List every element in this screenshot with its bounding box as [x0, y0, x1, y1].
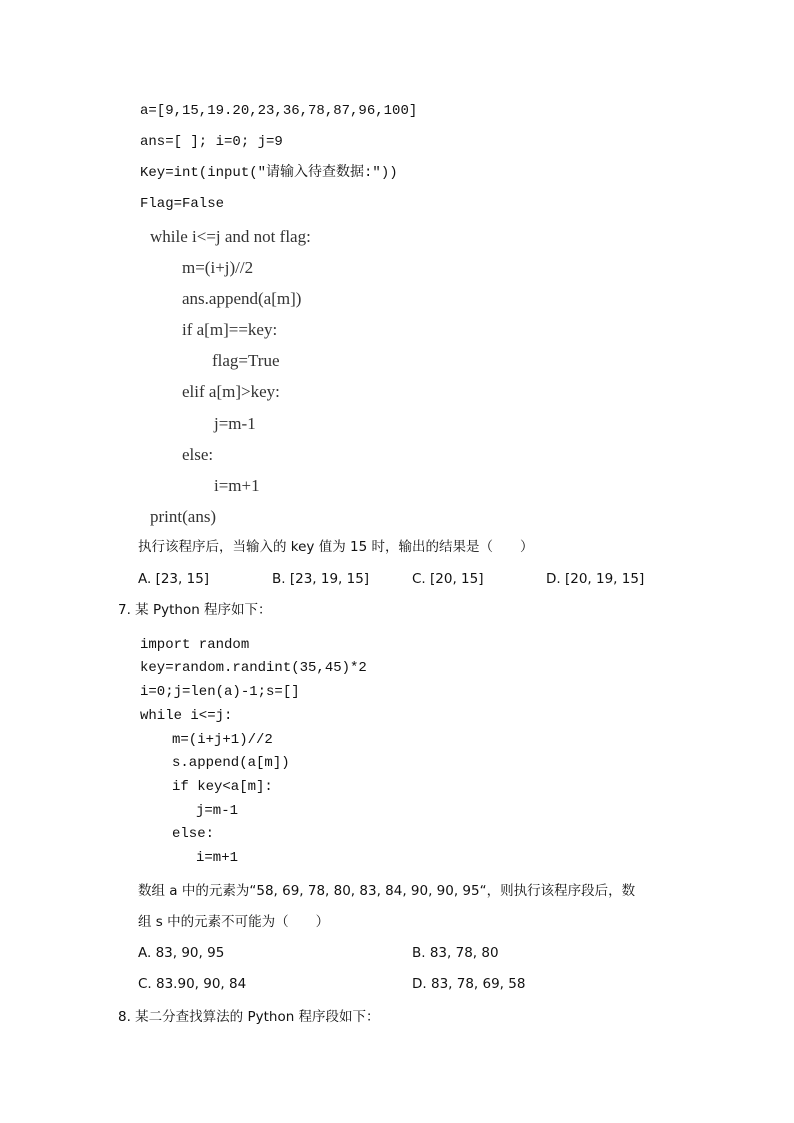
code-line: while i<=j: — [140, 708, 233, 724]
code-line: i=m+1 — [214, 476, 260, 495]
code-line: if key<a[m]: — [172, 779, 273, 795]
option-b: B. [23, 19, 15] — [272, 571, 370, 587]
code-line: a=[9,15,19.20,23,36,78,87,96,100] — [140, 103, 418, 119]
code-line: else: — [172, 826, 215, 842]
option-c: C. 83.90, 90, 84 — [138, 976, 247, 992]
question-prompt: 数组 a 中的元素为“58, 69, 78, 80, 83, 84, 90, 90, 95“，则执行该程序段后，数 — [138, 883, 636, 899]
code-line: while i<=j and not flag: — [150, 227, 311, 246]
code-line: ans=[ ]; i=0; j=9 — [140, 134, 283, 150]
code-line: Key=int(input("请输入待查数据:")) — [140, 165, 398, 181]
option-b: B. 83, 78, 80 — [412, 945, 499, 961]
code-line: flag=True — [212, 351, 280, 370]
option-d: D. 83, 78, 69, 58 — [412, 976, 526, 992]
code-line: i=m+1 — [196, 850, 239, 866]
code-line: import random — [140, 637, 250, 653]
question-title: 8. 某二分查找算法的 Python 程序段如下： — [118, 1009, 380, 1025]
code-line: j=m-1 — [196, 803, 239, 819]
option-a: A. [23, 15] — [138, 571, 210, 587]
option-c: C. [20, 15] — [412, 571, 484, 587]
code-line: ans.append(a[m]) — [182, 289, 302, 308]
code-line: print(ans) — [150, 507, 217, 526]
code-line: m=(i+j+1)//2 — [172, 732, 273, 748]
code-line: Flag=False — [140, 196, 225, 212]
question-prompt-continued: 组 s 中的元素不可能为（ ） — [138, 914, 330, 930]
option-a: A. 83, 90, 95 — [138, 945, 225, 961]
code-line: m=(i+j)//2 — [182, 258, 254, 277]
question-title: 7. 某 Python 程序如下： — [118, 602, 272, 618]
code-line: key=random.randint(35,45)*2 — [140, 660, 367, 676]
code-line: if a[m]==key: — [182, 320, 278, 339]
option-d: D. [20, 19, 15] — [546, 571, 645, 587]
question-prompt: 执行该程序后，当输入的 key 值为 15 时，输出的结果是（ ） — [138, 539, 534, 555]
code-line: elif a[m]>key: — [182, 382, 280, 401]
code-line: j=m-1 — [214, 414, 256, 433]
code-line: else: — [182, 445, 214, 464]
code-line: i=0;j=len(a)-1;s=[] — [140, 684, 300, 700]
code-line: s.append(a[m]) — [172, 755, 290, 771]
